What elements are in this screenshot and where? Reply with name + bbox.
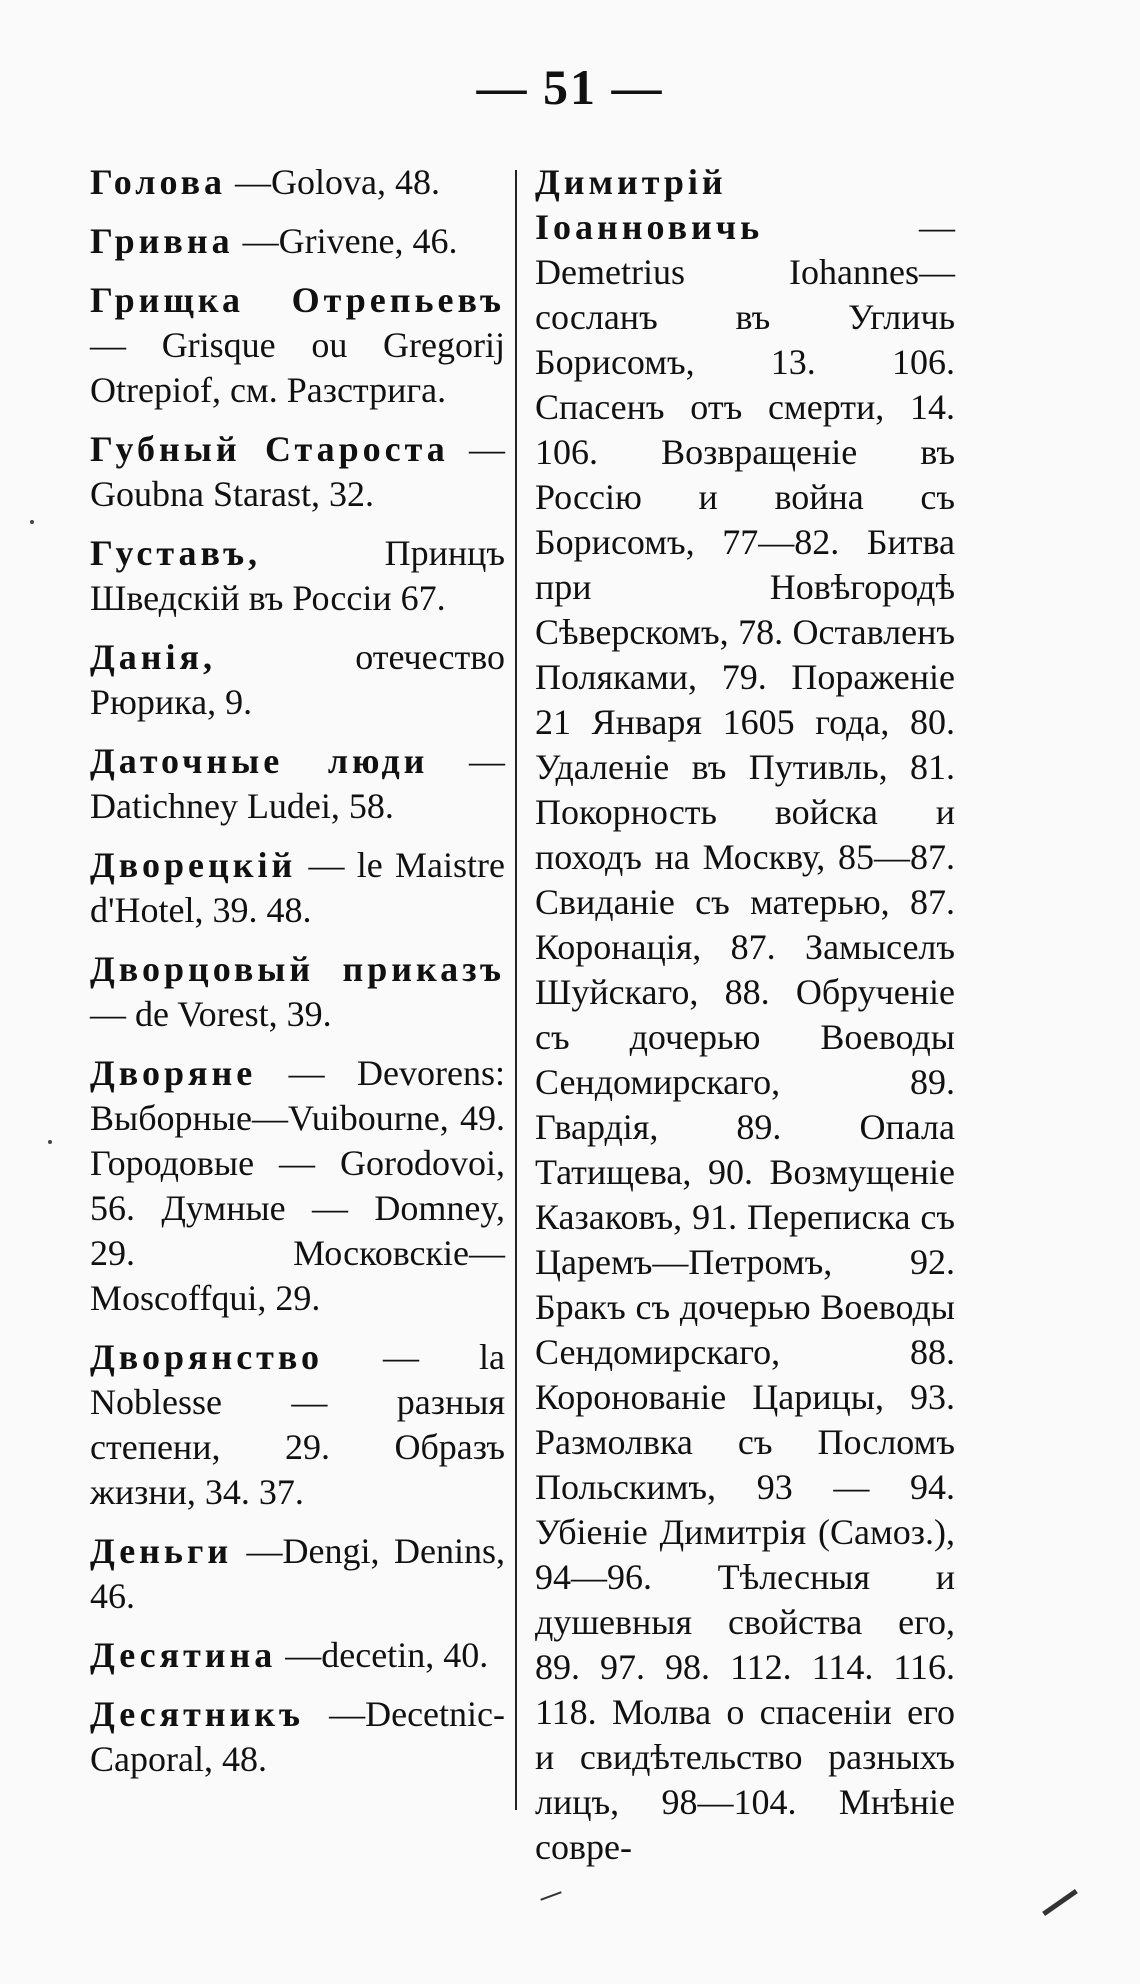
index-entry-text (90, 427, 505, 517)
index-entry-references: —Demetrius Iohannes—сосланъ въ Угличь Борисомъ, 13. 106. Спасенъ отъ смерти, 14. 106. Возвращеніе въ Россію и война съ Борисомъ, 77—82. Битва при Новѣгородѣ Сѣверскомъ, 78. Оставленъ Поляками, 79. Пораженіе 21 Января 1605 года, 80. Удаленіе въ Путивль, 81. Покорность войска и походъ на Москву, 85—87. Свиданіе съ матерью, 87. Коронація, 87. Замыселъ Шуйскаго, 88. Обрученіе съ дочерью Воеводы Сендомирскаго, 89. Гвардія, 89. Опала Татищева, 90. Возмущеніе Казаковъ, 91. Переписка съ Царемъ—Петромъ, 92. Бракъ съ дочерью Воеводы Сендомирскаго, 88. Коронованіе Царицы, 93. Размолвка съ Посломъ Польскимъ, 93 — 94. Убіеніе Димитрія (Самоз.), 94—96. Тѣлесныя и душевныя свойства его, 89. 97. 98. 112. 114. 116. 118. Молва о спасеніи его и свидѣтельство разныхъ лицъ, 98—104. Мнѣніе совре- (535, 207, 955, 1867)
index-entry-text (535, 160, 955, 1870)
index-entry (90, 1051, 505, 1321)
index-entry-text (90, 947, 505, 1037)
index-headword: Дворянство (90, 1337, 324, 1377)
index-entry-text (90, 843, 505, 933)
index-entry-references: —Dengi, Denins, 46. (90, 1531, 505, 1616)
index-entry-text (90, 739, 505, 829)
index-entry-references: — Devorens: Выборные—Vuibourne, 49. Городовые — Gorodovoi, 56. Думные — Domney, 29. Московскіе—Moscoffqui, 29. (90, 1053, 505, 1318)
index-entry-references: — de Vorest, 39. (90, 994, 332, 1034)
index-entry-text (90, 1692, 505, 1782)
index-entry (90, 947, 505, 1037)
ink-speck (48, 1140, 52, 1144)
index-headword: Даточные люди (90, 741, 429, 781)
index-entry-text (90, 1633, 505, 1678)
index-headword: Дворцовый приказъ (90, 949, 505, 989)
index-entry-text (90, 160, 505, 205)
index-entry-references: — Grisque ou Gregorij Otrepiof, см. Разстрига. (90, 325, 505, 410)
index-headword: Десятина (90, 1635, 277, 1675)
index-entry (90, 739, 505, 829)
index-column-left (90, 160, 505, 1796)
index-entry (90, 1633, 505, 1678)
index-entry-references: —Golova, 48. (235, 162, 440, 202)
ink-speck (30, 520, 34, 524)
index-entry (90, 160, 505, 205)
index-entry (90, 278, 505, 413)
index-entry (90, 219, 505, 264)
index-headword: Губный Староста (90, 429, 449, 469)
page-number: — 51 — (476, 59, 664, 115)
index-entry-references: — la Noblesse — разныя степени, 29. Образъ жизни, 34. 37. (90, 1337, 506, 1512)
index-entry (90, 1529, 505, 1619)
index-headword: Дворяне (90, 1053, 257, 1093)
index-headword: Деньги (90, 1531, 233, 1571)
index-entry (90, 843, 505, 933)
index-entry-references: — Goubna Starast, 32. (90, 429, 506, 514)
index-entry-text (90, 635, 505, 725)
index-headword: Дворецкій (90, 845, 297, 885)
index-entry (90, 1692, 505, 1782)
ink-mark (1042, 1889, 1078, 1916)
index-entry-text (90, 1529, 505, 1619)
index-entry-references: —Grivene, 46. (242, 221, 458, 261)
index-entry (90, 1335, 505, 1515)
index-column-right (535, 160, 955, 1884)
index-headword: Густавъ, (90, 533, 262, 573)
index-entry (90, 427, 505, 517)
index-entry-text (90, 219, 505, 264)
index-headword: Голова (90, 162, 227, 202)
index-headword: Гривна (90, 221, 234, 261)
index-entry-references: Принцъ Шведскій въ Россіи 67. (90, 533, 505, 618)
index-entry-references: —Decetnic-Caporal, 48. (90, 1694, 505, 1779)
index-entry-references: —decetin, 40. (285, 1635, 489, 1675)
index-headword: Десятникъ (90, 1694, 304, 1734)
index-entry (90, 635, 505, 725)
index-entry-text (90, 1335, 505, 1515)
index-entry (90, 531, 505, 621)
index-headword: Димитрій Іоанновичь (535, 162, 764, 247)
index-headword: Грищка Отрепьевъ (90, 280, 505, 320)
index-entry-text (90, 531, 505, 621)
index-entry-text (90, 1051, 505, 1321)
index-headword: Данія, (90, 637, 216, 677)
index-entry-references: отечество Рюрика, 9. (90, 637, 505, 722)
index-entry-references: — le Maistre d'Hotel, 39. 48. (90, 845, 505, 930)
column-divider (515, 170, 517, 1810)
index-entry (535, 160, 955, 1870)
ink-mark (540, 1891, 561, 1900)
index-entry-references: —Datichney Ludei, 58. (90, 741, 505, 826)
index-entry-text (90, 278, 505, 413)
